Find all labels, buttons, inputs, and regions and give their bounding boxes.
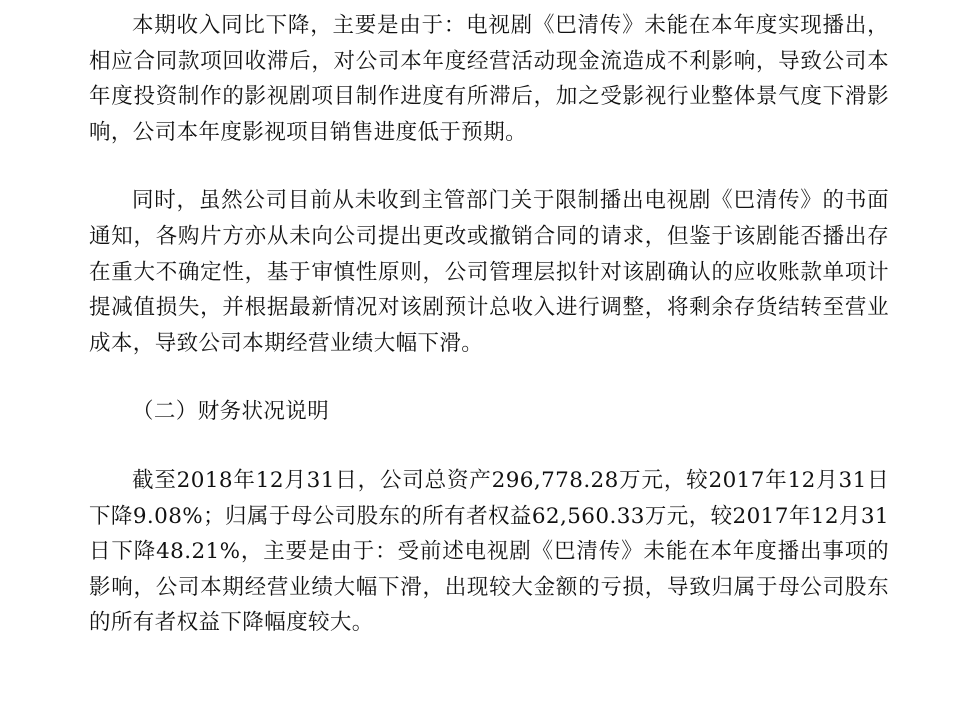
paragraph-revenue-decline: 本期收入同比下降，主要是由于：电视剧《巴清传》未能在本年度实现播出，相应合同款项回收滞后，对公司本年度经营活动现金流造成不利影响，导致公司本年度投资制作的影视剧项目制作进度有所滞后，加之受影视行业整体景气度下滑影响，公司本年度影视项目销售进度低于预期。 [89,13,889,145]
paragraph-impairment: 同时，虽然公司目前从未收到主管部门关于限制播出电视剧《巴清传》的书面通知，各购片方亦从未向公司提出更改或撤销合同的请求，但鉴于该剧能否播出存在重大不确定性，基于审慎性原则，公司管理层拟针对该剧确认的应收账款单项计提减值损失，并根据最新情况对该剧预计总收入进行调整，将剩余存货结转至营业成本，导致公司本期经营业绩大幅下滑。 [89,188,889,356]
section-heading-financial-status: （二）财务状况说明 [132,399,330,425]
document-body [89,0,889,641]
paragraph-financial-status: 截至2018年12月31日，公司总资产296,778.28万元，较2017年12月31日下降9.08%；归属于母公司股东的所有者权益62,560.33万元，较2017年12月31日下降48.21%，主要是由于：受前述电视剧《巴清传》未能在本年度播出事项的影响，公司本期经营业绩大幅下滑，出现较大金额的亏损，导致归属于母公司股东的所有者权益下降幅度较大。 [89,467,889,636]
